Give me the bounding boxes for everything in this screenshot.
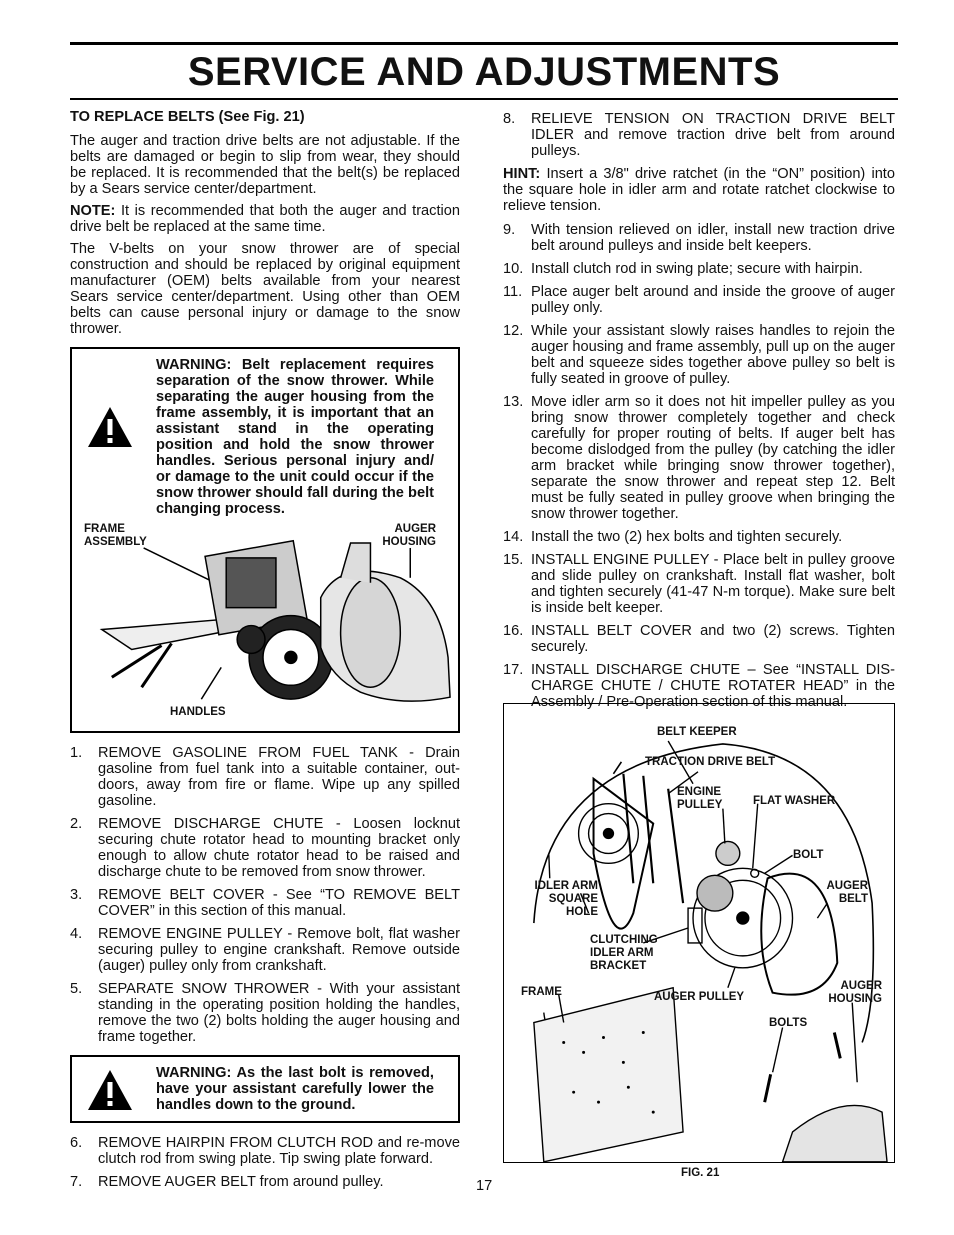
section-heading: TO REPLACE BELTS (See Fig. 21) — [70, 109, 305, 125]
label-belt-keeper: BELT KEEPER — [657, 726, 737, 738]
oem-paragraph: The V-belts on your snow thrower are of special construction and should be replaced by original equipment manufacturer (OEM) belts available from your nearest Sears service center/department. Using other than OEM belts can cause personal injury or damage to the snow thrower. — [70, 241, 460, 337]
warning-text-last-bolt: WARNING: As the last bolt is removed, have your assistant carefully lower the handles down to the ground. — [156, 1065, 434, 1113]
label-engine-pulley: ENGINE PULLEY — [677, 786, 723, 811]
snow-thrower-illustration — [72, 349, 460, 733]
label-bolt: BOLT — [793, 849, 824, 861]
hint-label: HINT: — [503, 166, 541, 182]
step-12: 12. While your assistant slowly raises handles to rejoin the auger housing and frame assembly, pull up on the auger belt and squeeze sides together above pulley so belt is fully seated in groove of pulley. — [503, 323, 895, 387]
figure-21-box — [503, 703, 895, 1163]
note-text: It is recommended that both the auger and traction drive belt be replaced at the same time. — [70, 203, 461, 235]
step-13: 13. Move idler arm so it does not hit impeller pulley as you bring snow thrower completely together and check carefully for proper routing of belts. If auger belt has become dislodged from the pulley (by catching the idler arm bracket while bringing snow thrower together), separate the snow thrower and repeat step 12. Belt must be fully seated in pulley groove when bringing the snow thrower together. — [503, 394, 895, 522]
note-label: NOTE: — [70, 203, 116, 219]
label-clutching-idler-arm-bracket: CLUTCHING IDLER ARM BRACKET — [590, 934, 658, 972]
label-traction-drive-belt: TRACTION DRIVE BELT — [645, 756, 776, 768]
step-7: 7. REMOVE AUGER BELT from around pulley. — [70, 1174, 384, 1190]
label-handles: HANDLES — [170, 706, 226, 718]
label-bolts: BOLTS — [769, 1017, 808, 1029]
right-column — [503, 111, 895, 717]
step-11: 11. Place auger belt around and inside the groove of auger pulley only. — [503, 284, 895, 316]
label-auger-belt: AUGER BELT — [826, 880, 868, 905]
label-auger-housing: AUGER HOUSING — [828, 980, 882, 1005]
steps-list-b — [70, 1135, 460, 1190]
page-title: SERVICE AND ADJUSTMENTS — [187, 50, 781, 94]
step-5: 5. SEPARATE SNOW THROWER - With your assistant standing in the operating position holding the handles, remove the two (2) bolts holding the auger housing and frame together. — [70, 981, 460, 1045]
step-4: 4. REMOVE ENGINE PULLEY - Remove bolt, flat washer securing pulley to engine crankshaft. Remove outside (auger) pulley only from crankshaft. — [70, 926, 460, 974]
label-flat-washer: FLAT WASHER — [753, 795, 836, 807]
step-3: 3. REMOVE BELT COVER - See “TO REMOVE BELT COVER” in this section of this manual. — [70, 887, 460, 919]
warning-box-belt-replacement — [70, 347, 460, 733]
step-16: 16. INSTALL BELT COVER and two (2) screws. Tighten securely. — [503, 623, 895, 655]
label-auger-housing-top: AUGER HOUSING — [382, 523, 436, 548]
step-17: 17. INSTALL DISCHARGE CHUTE – See “INSTALL DIS-CHARGE CHUTE / CHUTE ROTATER HEAD” in the Assembly / Pre-Operation section of this manual. — [503, 662, 895, 710]
step-2: 2. REMOVE DISCHARGE CHUTE - Loosen locknut securing chute rotator head to mounting bracket only enough to allow chute rotator head to be raised and discharge chute to be removed from snow thrower. — [70, 816, 460, 880]
steps-list-a — [70, 745, 460, 1045]
left-column — [70, 109, 460, 1197]
steps-list-c — [503, 222, 895, 710]
belt-routing-diagram — [504, 704, 894, 1162]
label-frame-assembly: FRAME ASSEMBLY — [84, 523, 147, 548]
step-1: 1. REMOVE GASOLINE FROM FUEL TANK - Drain gasoline from fuel tank into a suitable container, out-doors, away from fire or flame. Wipe up any spilled gasoline. — [70, 745, 460, 809]
step-8: 8. RELIEVE TENSION ON TRACTION DRIVE BELT IDLER and remove traction drive belt from around pulleys. — [503, 111, 895, 159]
step-14: 14. Install the two (2) hex bolts and tighten securely. — [503, 529, 843, 545]
label-idler-arm-square-hole: IDLER ARM SQUARE HOLE — [534, 880, 598, 918]
note-paragraph — [70, 203, 460, 235]
page-number: 17 — [476, 1178, 493, 1194]
step-15: 15. INSTALL ENGINE PULLEY - Place belt in pulley groove and slide pulley on crankshaft. Install flat washer, bolt and tighten securely (41-47 N-m torque). Make sure belt is inside belt keeper. — [503, 552, 895, 616]
step-9: 9. With tension relieved on idler, install new traction drive belt around pulleys and inside belt keepers. — [503, 222, 895, 254]
warning-box-last-bolt — [70, 1055, 460, 1123]
title-rule — [70, 98, 898, 100]
label-frame: FRAME — [521, 986, 562, 998]
figure-caption: FIG. 21 — [681, 1167, 720, 1179]
intro-paragraph: The auger and traction drive belts are not adjustable. If the belts are damaged or begin to slip from wear, they should be replaced. It is recommended that the belt(s) be replaced by a Sears service center/department. — [70, 133, 460, 197]
hint-paragraph — [503, 166, 895, 214]
step-10: 10. Install clutch rod in swing plate; secure with hairpin. — [503, 261, 863, 277]
hint-text: Insert a 3/8" drive ratchet (in the “ON” position) into the square hole in idler arm and rotate ratchet clockwise to relieve tension. — [503, 166, 895, 214]
label-auger-pulley: AUGER PULLEY — [654, 991, 745, 1003]
warning-icon — [86, 1068, 134, 1112]
warning-text-belt-replacement: WARNING: Belt replacement requires separation of the snow thrower. While separating the auger housing from the frame assembly, it is important that an assistant stand in the operating position and hold the snow thrower handles. Serious personal injury and/ or damage to the unit could occur if the snow thrower should fall during the belt changing process. — [156, 357, 434, 517]
step-6: 6. REMOVE HAIRPIN FROM CLUTCH ROD and re-move clutch rod from swing plate. Tip swing plate forward. — [70, 1135, 460, 1167]
